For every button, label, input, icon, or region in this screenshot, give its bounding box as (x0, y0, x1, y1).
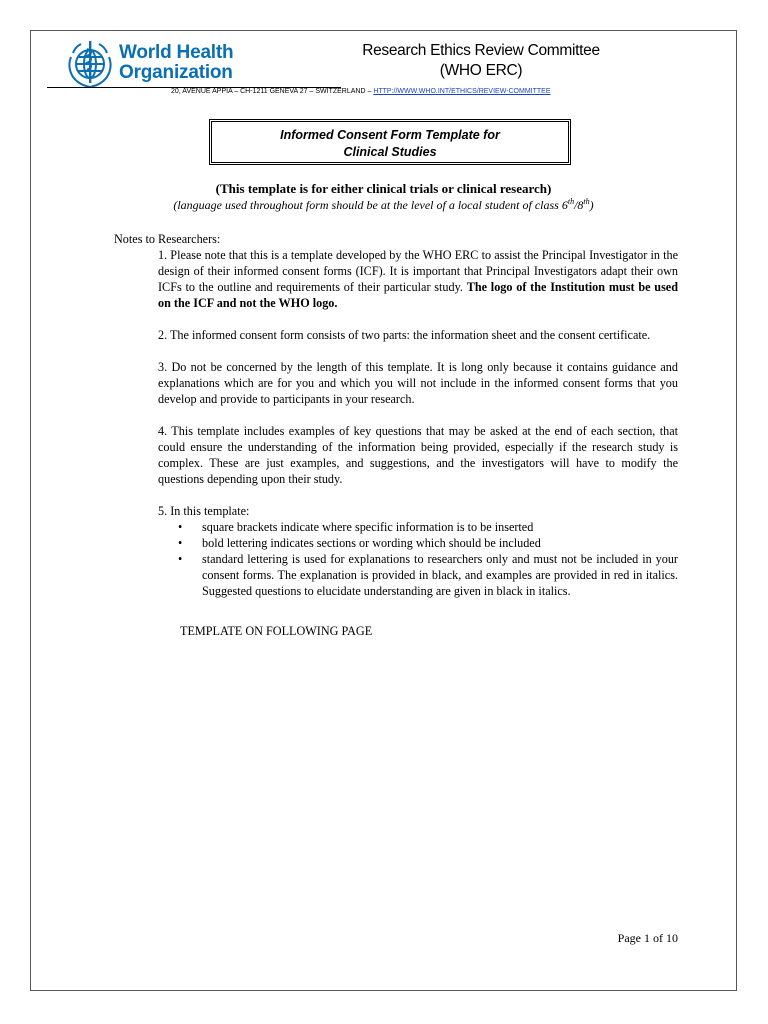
org-name-line2: Organization (119, 62, 233, 83)
address-link[interactable]: HTTP://WWW.WHO.INT/ETHICS/REVIEW-COMMITTEE (373, 88, 551, 95)
language-note-sup1: th (567, 197, 575, 206)
list-item (158, 535, 678, 551)
template-conventions-list (158, 519, 678, 599)
notes-section (114, 231, 678, 639)
form-title-line2: Clinical Studies (343, 145, 437, 159)
document-page (30, 30, 737, 991)
who-logo (63, 37, 263, 91)
note-item-3: 3. Do not be concerned by the length of this template. It is long only because it contains guidance and explanations which are for you and which you will not include in the informed consent forms that you develop and provide to participants in your research. (158, 360, 678, 406)
note-item-1-text: 1. Please note that this is a template developed by the WHO ERC to assist the Principal Investigator in the design of their informed consent forms (ICF). It is important that Principal Investigators adapt their own ICFs to the outline and requirements of their particular study. (158, 248, 678, 294)
note-item-2: 2. The informed consent form consists of two parts: the information sheet and the consent certificate. (158, 328, 651, 342)
form-title-box (209, 119, 571, 165)
note-item-1-bold: The logo of the Institution must be used on the ICF and not the WHO logo. (158, 280, 678, 310)
address-text: 20, AVENUE APPIA – CH-1211 GENEVA 27 – SWITZERLAND – (171, 88, 374, 95)
list-item-text: bold lettering indicates sections or wording which should be included (202, 536, 541, 550)
language-note-post: ) (589, 198, 594, 212)
bullet-icon: • (178, 536, 183, 550)
list-item (158, 551, 678, 599)
bullet-icon: • (178, 552, 183, 566)
committee-line1: Research Ethics Review Committee (362, 42, 600, 59)
who-logo-text (119, 43, 233, 83)
template-following-note: TEMPLATE ON FOLLOWING PAGE (180, 624, 373, 638)
address-line (171, 88, 691, 95)
note-item-5: 5. In this template: (158, 504, 250, 518)
language-note-mid: /8 (574, 198, 584, 212)
language-note-sup2: th (583, 197, 590, 206)
committee-line2: (WHO ERC) (439, 62, 523, 79)
page-number: Page 1 of 10 (617, 931, 678, 945)
bullet-icon: • (178, 520, 183, 534)
who-emblem-icon (63, 37, 117, 91)
language-note-pre: (language used throughout form should be at the level of a local student of class 6 (173, 198, 568, 212)
org-name-line1: World Health (119, 42, 234, 63)
note-item-1 (158, 247, 678, 311)
note-item-4: 4. This template includes examples of key questions that may be asked at the end of each section, that could ensure the understanding of the information being provided, especially if the research study is complex. These are just examples, and suggestions, and the investigators will have to modify the questions depending upon their study. (158, 424, 678, 486)
list-item-text: standard lettering is used for explanations to researchers only and must not be included in your consent forms. The explanation is provided in black, and examples are provided in red in italics. Suggested questions to elucidate understanding are given in black in italics. (202, 552, 678, 598)
committee-title (331, 41, 631, 81)
notes-heading: Notes to Researchers: (114, 232, 221, 246)
list-item (158, 519, 678, 535)
list-item-text: square brackets indicate where specific information is to be inserted (202, 520, 534, 534)
language-level-note (31, 197, 736, 213)
form-title-line1: Informed Consent Form Template for (280, 128, 500, 142)
template-scope-note: (This template is for either clinical trials or clinical research) (215, 181, 552, 196)
